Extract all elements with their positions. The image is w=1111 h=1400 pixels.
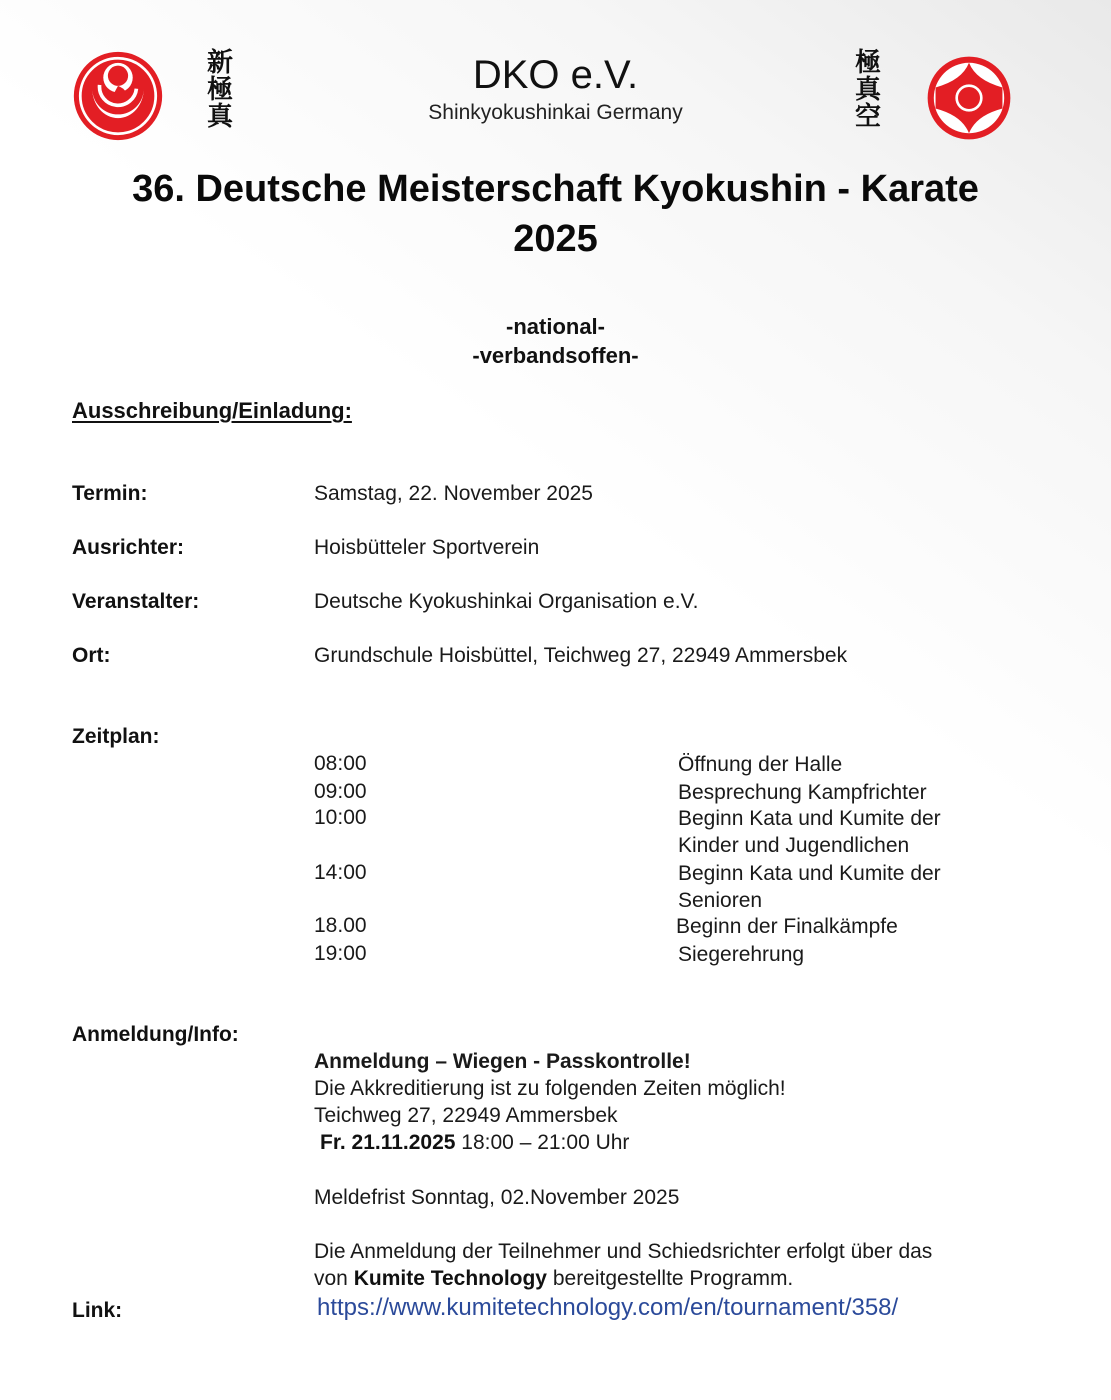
detail-value-ausrichter: Hoisbütteler Sportverein bbox=[314, 536, 540, 559]
schedule-desc bbox=[678, 779, 1018, 806]
event-title bbox=[40, 164, 1071, 264]
detail-label-ausrichter: Ausrichter: bbox=[72, 536, 185, 559]
detail-value-termin: Samstag, 22. November 2025 bbox=[314, 482, 593, 505]
schedule-time: 19:00 bbox=[314, 942, 367, 965]
schedule-time: 18.00 bbox=[314, 914, 367, 937]
schedule-desc bbox=[678, 941, 1018, 968]
tournament-link[interactable]: https://www.kumitetechnology.com/en/tournament/358/ bbox=[317, 1294, 899, 1321]
detail-value-ort: Grundschule Hoisbüttel, Teichweg 27, 22949 Ammersbek bbox=[314, 644, 848, 667]
accreditation-address: Teichweg 27, 22949 Ammersbek bbox=[314, 1104, 618, 1127]
accreditation-note: Die Akkreditierung ist zu folgenden Zeiten möglich! bbox=[314, 1077, 786, 1100]
schedule-desc-line: Senioren bbox=[678, 889, 763, 912]
kanji-char: 極 bbox=[206, 75, 233, 105]
schedule-time: 09:00 bbox=[314, 780, 367, 803]
kanji-char: 極 bbox=[854, 48, 881, 78]
registration-deadline: Meldefrist Sonntag, 02.November 2025 bbox=[314, 1186, 680, 1209]
subtitle-verbandsoffen: -verbandsoffen- bbox=[472, 343, 639, 368]
schedule-desc bbox=[678, 751, 1018, 778]
registration-label: Anmeldung/Info: bbox=[72, 1023, 239, 1046]
kanji-char: 真 bbox=[206, 102, 233, 132]
event-title-year: 2025 bbox=[513, 218, 598, 260]
accreditation-date: Fr. 21.11.2025 bbox=[320, 1131, 456, 1154]
schedule-desc-line: Besprechung Kampfrichter bbox=[678, 781, 927, 804]
detail-label-termin: Termin: bbox=[72, 482, 148, 505]
schedule-desc-line: Kinder und Jugendlichen bbox=[678, 834, 910, 857]
schedule-desc bbox=[678, 860, 1018, 914]
kanji-char: 真 bbox=[854, 75, 881, 105]
schedule-desc-line: Beginn der Finalkämpfe bbox=[676, 915, 898, 938]
kanji-char: 新 bbox=[206, 48, 233, 78]
schedule-desc-line: Siegerehrung bbox=[678, 943, 805, 966]
text: von bbox=[314, 1267, 354, 1290]
accreditation-time bbox=[320, 1129, 629, 1156]
schedule-time: 08:00 bbox=[314, 752, 367, 775]
event-title-line: 36. Deutsche Meisterschaft Kyokushin - Karate bbox=[132, 168, 979, 210]
registration-method-line2 bbox=[314, 1265, 793, 1292]
schedule-desc-line: Beginn Kata und Kumite der bbox=[678, 807, 941, 830]
detail-value-veranstalter: Deutsche Kyokushinkai Organisation e.V. bbox=[314, 590, 699, 613]
text: bereitgestellte Programm. bbox=[547, 1267, 794, 1290]
schedule-time: 14:00 bbox=[314, 861, 367, 884]
schedule-label: Zeitplan: bbox=[72, 725, 160, 748]
link-label: Link: bbox=[72, 1299, 123, 1322]
accreditation-hours: 18:00 – 21:00 Uhr bbox=[455, 1131, 630, 1154]
detail-label-veranstalter: Veranstalter: bbox=[72, 590, 200, 613]
kanku-logo-icon bbox=[925, 54, 1013, 142]
schedule-desc bbox=[676, 913, 1016, 940]
schedule-desc-line: Beginn Kata und Kumite der bbox=[678, 862, 941, 885]
org-subtitle: Shinkyokushinkai Germany bbox=[428, 101, 683, 124]
kanji-char: 空 bbox=[854, 102, 881, 132]
subtitle-national: -national- bbox=[506, 314, 605, 339]
schedule-desc-line: Öffnung der Halle bbox=[678, 753, 843, 776]
section-heading: Ausschreibung/Einladung: bbox=[72, 398, 352, 423]
schedule-desc bbox=[678, 805, 1018, 859]
registration-headline: Anmeldung – Wiegen - Passkontrolle! bbox=[314, 1050, 691, 1073]
kanji-calligraphy-right bbox=[848, 50, 888, 131]
schedule-time: 10:00 bbox=[314, 806, 367, 829]
kumite-technology-name: Kumite Technology bbox=[353, 1267, 547, 1290]
detail-label-ort: Ort: bbox=[72, 644, 111, 667]
org-name: DKO e.V. bbox=[472, 53, 639, 97]
registration-method-line1: Die Anmeldung der Teilnehmer und Schiedsrichter erfolgt über das bbox=[314, 1240, 933, 1263]
